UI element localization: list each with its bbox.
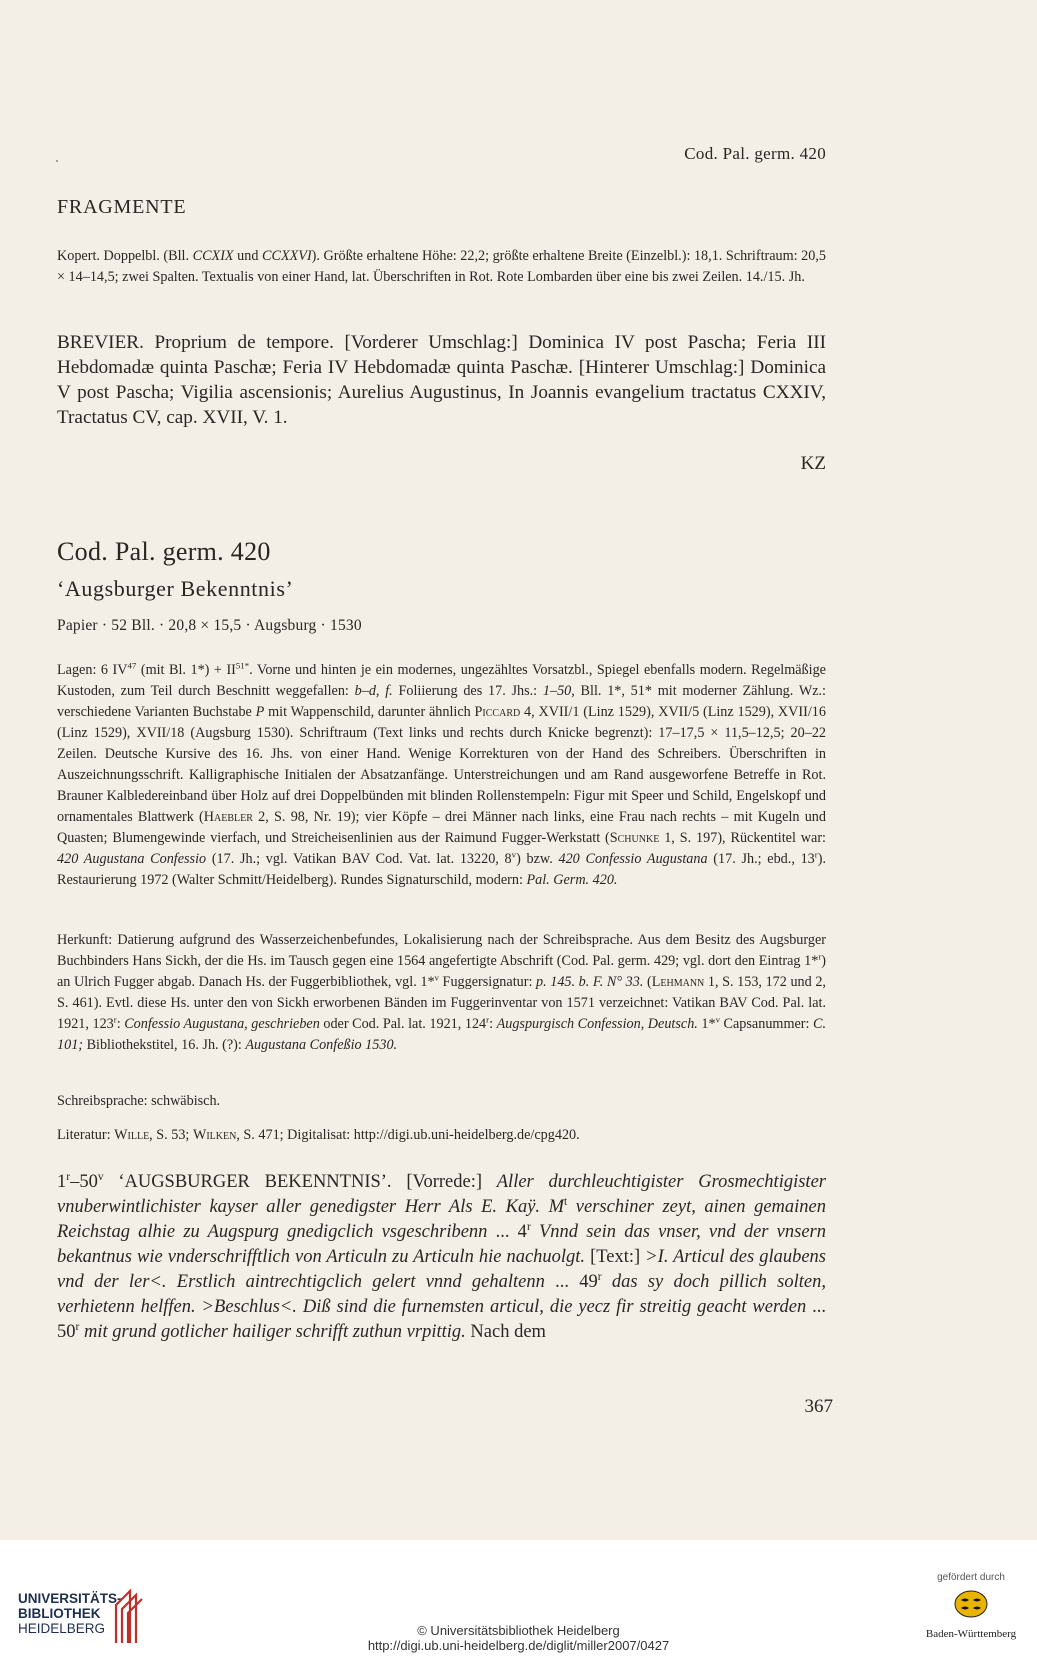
herkunft-paragraph: Herkunft: Datierung aufgrund des Wasserzeichenbefundes, Lokalisierung nach der Schreibsprache. Aus dem Besitz des Augsburger Buchbinders Hans Sickh, der die Hs. im Tausch gegen eine 1564 angefertigte Abschrift (Cod. Pal. germ. 429; vgl. dort den Eintrag 1*$^r$) an Ulrich Fugger abgab. Danach Hs. der Fuggerbibliothek, vgl. 1*$^v$ Fuggersignatur: p. 145. b. F. N° 33. (Lehmann 1, S. 153, 172 und 2, S. 461). Evtl. diese Hs. unter den von Sickh erworbenen Bänden im Fuggerinventar von 1571 verzeichnet: Vatikan BAV Cod. Pal. lat. 1921, 123$^r$: Confessio Augustana, geschrieben oder Cod. Pal. lat. 1921, 124$^r$: Augspurgisch Confession, Deutsch. 1*$^v$ Capsanummer: C. 101; Bibliothekstitel, 16. Jh. (?): Augustana Confeßio 1530. [57, 932, 827, 1053]
fragment-heading: FRAGMENTE [57, 196, 187, 218]
fragment-description: Kopert. Doppelbl. (Bll. CCXIX und CCXXVI). Größte erhaltene Höhe: 22,2; größte erhaltene Breite (Einzelbl.): 18,1. Schriftraum: 20,5 × 14–14,5; zwei Spalten. Textualis von einer Hand, lat. Überschriften in Rot. Rote Lombarden über eine bis zwei Zeilen. 14./15. Jh. [57, 248, 826, 285]
sponsor-label: gefördert durch [937, 1572, 1005, 1583]
copyright-text: © Universitätsbibliothek Heidelberg [417, 1623, 620, 1638]
schreibsprache-line: Schreibsprache: schwäbisch. [57, 1093, 221, 1109]
library-name-line-2: BIBLIOTHEK [18, 1606, 101, 1621]
source-url-link[interactable]: http://digi.ub.uni-heidelberg.de/diglit/miller2007/0427 [367, 1638, 670, 1653]
literatur-line: Literatur: Wille, S. 53; Wilken, S. 471; Digitalisat: http://digi.ub.uni-heidelberg.de/cpg420. [57, 1127, 580, 1143]
speck-mark [56, 160, 58, 162]
footer-bar [0, 1540, 1037, 1662]
brevier-entry: BREVIER. Proprium de tempore. [Vorderer Umschlag:] Dominica IV post Pascha; Feria III Hebdomadæ quinta Paschæ; Feria IV Hebdomadæ quinta Paschæ. [Hinterer Umschlag:] Dominica V post Pascha; Vigilia ascensionis; Aurelius Augustinus, In Joannis evangelium tractatus CXXIV, Tractatus CV, cap. XVII, V. 1. [57, 332, 826, 428]
page-number: 367 [804, 1396, 833, 1417]
codex-title: Cod. Pal. germ. 420 [57, 537, 271, 566]
content-paragraph: 1$^r$–50$^v$ ‘AUGSBURGER BEKENNTNIS’. [Vorrede:] Aller durchleuchtigister Grosmechtigister vnuberwintlichister kayser aller genedigster Herr Als E. Kaÿ. $M^t$ verschiner zeyt, ainen gemainen Reichstag alhie zu Augspurg gnedigclich vsgeschribenn ... 4$^r$ Vnnd sein das vnser, vnd der vnsern bekantnus wie vnderschrifftlich von Articuln zu Articuln hie nachuolgt. [Text:] >I. Articul des glaubens vnd der ler<. Erstlich aintrechtigclich gelert vnnd gehaltenn ... 49$^r$ das sy doch pillich solten, verhietenn helffen. >Beschlus<. Diß sind die furnemsten articul, die yecz fir streitig geacht werden ... 50$^r$ mit grund gotlicher hailiger schrifft zuthun vrpittig. Nach dem [57, 1170, 827, 1342]
library-name-line-1: UNIVERSITÄTS- [18, 1591, 122, 1606]
copyright-block [0, 1623, 1037, 1653]
sponsor-name: Baden-Württemberg [925, 1628, 1017, 1640]
physical-description: Papier · 52 Bll. · 20,8 × 15,5 · Augsburg · 1530 [57, 617, 362, 634]
codex-subtitle: ‘Augsburger Bekenntnis’ [57, 576, 294, 601]
sponsor-block [921, 1572, 1021, 1640]
baden-wuerttemberg-crest-icon [949, 1587, 993, 1621]
running-head: Cod. Pal. germ. 420 [684, 144, 826, 163]
author-initials: KZ [800, 453, 826, 474]
lagen-paragraph: Lagen: 6 IV$^{47}$ (mit Bl. $1*) + II^{51*}$. Vorne und hinten je ein modernes, ungezähltes Vorsatzbl., Spiegel ebenfalls modern. Regelmäßige Kustoden, zum Teil durch Beschnitt weggefallen: b–d, f. Foliierung des 17. Jhs.: 1–50, Bll. 1*, 51* mit moderner Zählung. Wz.: verschiedene Varianten Buchstabe P mit Wappenschild, darunter ähnlich Piccard 4, XVII/1 (Linz 1529), XVII/5 (Linz 1529), XVII/16 (Linz 1529), XVII/18 (Augsburg 1530). Schriftraum (Text links und rechts durch Knicke begrenzt): 17–17,5 × 11,5–12,5; 20–22 Zeilen. Deutsche Kursive des 16. Jhs. von einer Hand. Wenige Korrekturen von der Hand des Schreibers. Überschriften in Auszeichnungsschrift. Kalligraphische Initialen der Absatzanfänge. Unterstreichungen und am Rand ausgeworfene Betreffe in Rot. Brauner Kalbledereinband über Holz auf drei Doppelbünden mit blinden Rollenstempeln: Figur mit Speer und Schild, Engelskopf und ornamentales Blattwerk (Haebler 2, S. 98, Nr. 19); vier Köpfe – drei Männer nach links, eine Frau nach rechts – mit Kugeln und Quasten; Blumengewinde vierfach, und Streicheisenlinien aus der Raimund Fugger-Werkstatt (Schunke 1, S. 197), Rückentitel war: 420 Augustana Confessio (17. Jh.; vgl. Vatikan BAV Cod. Vat. lat. 13220, 8$^v$) bzw. 420 Confessio Augustana (17. Jh.; ebd., 13$^r$). Restaurierung 1972 (Walter Schmitt/Heidelberg). Rundes Signaturschild, modern: Pal. Germ. 420. [57, 660, 826, 888]
library-name-line-3: HEIDELBERG [18, 1621, 106, 1636]
